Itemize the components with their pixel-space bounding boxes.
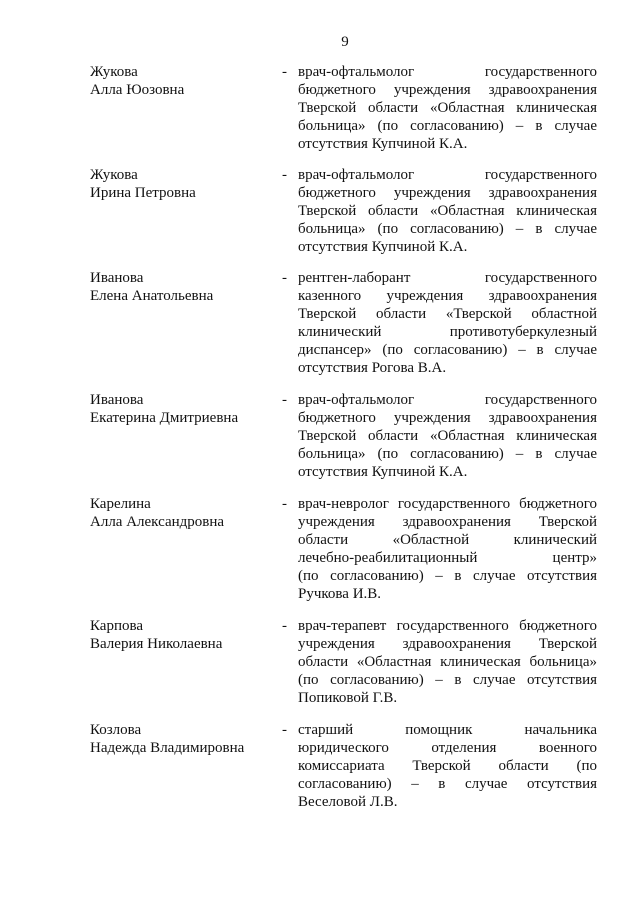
member-surname: Жукова <box>90 167 138 183</box>
member-given-names: Ирина Петровна <box>90 185 196 201</box>
position-line: отсутствия Купчиной К.А. <box>298 239 468 255</box>
member-surname: Иванова <box>90 270 144 286</box>
separator-dash: - <box>282 64 287 80</box>
page-number: 9 <box>341 34 349 50</box>
position-line: клинический противотуберкулезный <box>298 324 597 340</box>
position-line: врач-офтальмолог государственного <box>298 64 597 80</box>
member-name <box>90 166 280 202</box>
position-line: лечебно-реабилитационный центр» <box>298 550 597 566</box>
position-line: больница» (по согласованию) – в случае <box>298 118 597 134</box>
position-line: учреждения здравоохранения Тверской <box>298 636 597 652</box>
member-given-names: Надежда Владимировна <box>90 740 245 756</box>
position-line: Веселовой Л.В. <box>298 794 398 810</box>
member-position <box>298 166 597 256</box>
position-line: врач-невролог государственного бюджетного <box>298 496 597 512</box>
member-position <box>298 721 597 811</box>
member-name <box>90 63 280 99</box>
position-line: (по согласованию) – в случае отсутствия <box>298 672 597 688</box>
position-line: бюджетного учреждения здравоохранения <box>298 410 597 426</box>
member-name <box>90 269 280 305</box>
member-surname: Иванова <box>90 392 144 408</box>
separator-dash: - <box>282 722 287 738</box>
member-given-names: Алла Александровна <box>90 514 225 530</box>
position-line: врач-терапевт государственного бюджетного <box>298 618 597 634</box>
position-line: Попиковой Г.В. <box>298 690 398 706</box>
member-position <box>298 269 597 377</box>
position-line: бюджетного учреждения здравоохранения <box>298 82 597 98</box>
separator-dash: - <box>282 167 287 183</box>
position-line: отсутствия Рогова В.А. <box>298 360 447 376</box>
position-line: Тверской области «Областная клиническая <box>298 100 597 116</box>
member-position <box>298 391 597 481</box>
position-line: врач-офтальмолог государственного <box>298 392 597 408</box>
position-line: казенного учреждения здравоохранения <box>298 288 597 304</box>
position-line: комиссариата Тверской области (по <box>298 758 597 774</box>
member-given-names: Екатерина Дмитриевна <box>90 410 239 426</box>
position-line: (по согласованию) – в случае отсутствия <box>298 568 597 584</box>
position-line: Тверской области «Областная клиническая <box>298 203 597 219</box>
position-line: бюджетного учреждения здравоохранения <box>298 185 597 201</box>
position-line: Тверской области «Областная клиническая <box>298 428 597 444</box>
position-line: отсутствия Купчиной К.А. <box>298 136 468 152</box>
separator-dash: - <box>282 270 287 286</box>
position-line: области «Областная клиническая больница» <box>298 654 597 670</box>
separator-dash: - <box>282 392 287 408</box>
member-name <box>90 391 280 427</box>
position-line: старший помощник начальника <box>298 722 597 738</box>
member-surname: Козлова <box>90 722 142 738</box>
member-position <box>298 617 597 707</box>
position-line: учреждения здравоохранения Тверской <box>298 514 597 530</box>
position-line: Ручкова И.В. <box>298 586 382 602</box>
position-line: больница» (по согласованию) – в случае <box>298 221 597 237</box>
member-surname: Карелина <box>90 496 151 512</box>
position-line: Тверской области «Тверской областной <box>298 306 597 322</box>
position-line: диспансер» (по согласованию) – в случае <box>298 342 597 358</box>
member-surname: Жукова <box>90 64 138 80</box>
position-line: врач-офтальмолог государственного <box>298 167 597 183</box>
separator-dash: - <box>282 496 287 512</box>
member-given-names: Валерия Николаевна <box>90 636 223 652</box>
position-line: юридического отделения военного <box>298 740 597 756</box>
separator-dash: - <box>282 618 287 634</box>
position-line: больница» (по согласованию) – в случае <box>298 446 597 462</box>
member-name <box>90 495 280 531</box>
position-line: рентген-лаборант государственного <box>298 270 597 286</box>
member-surname: Карпова <box>90 618 144 634</box>
position-line: отсутствия Купчиной К.А. <box>298 464 468 480</box>
member-given-names: Елена Анатольевна <box>90 288 214 304</box>
member-name <box>90 721 280 757</box>
position-line: области «Областной клинический <box>298 532 597 548</box>
member-position <box>298 495 597 603</box>
member-given-names: Алла Юозовна <box>90 82 185 98</box>
member-position <box>298 63 597 153</box>
member-name <box>90 617 280 653</box>
position-line: согласованию) – в случае отсутствия <box>298 776 597 792</box>
